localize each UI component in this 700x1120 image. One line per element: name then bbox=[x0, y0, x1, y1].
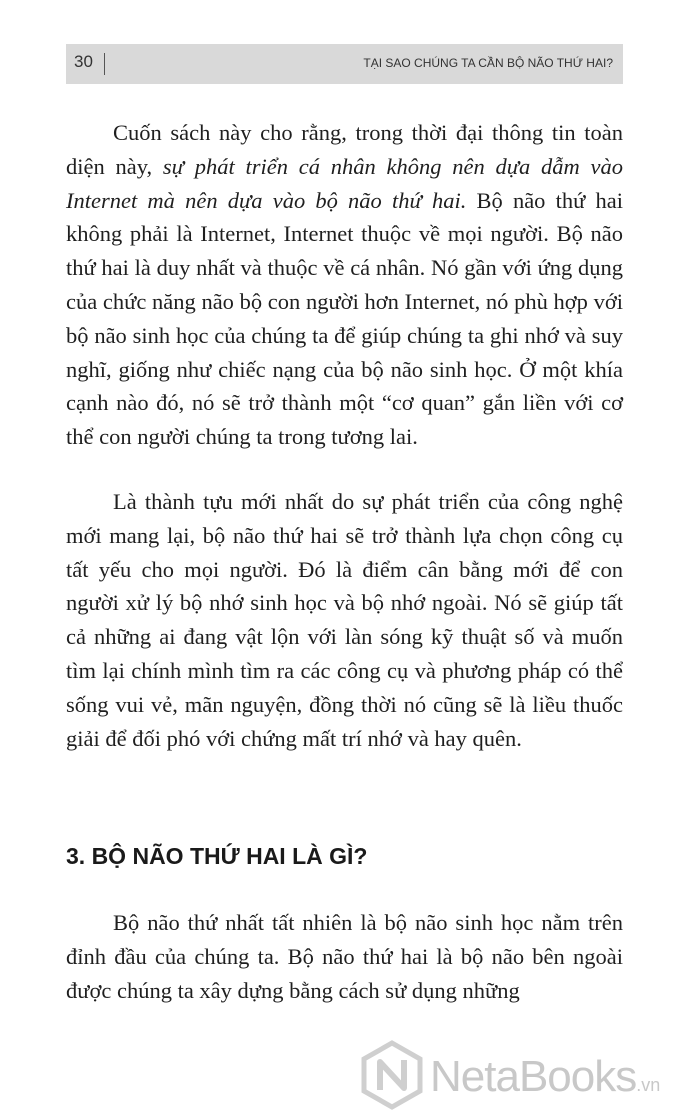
running-header bbox=[66, 44, 623, 84]
header-divider bbox=[104, 53, 105, 75]
paragraph-1-emphasis: sự phát triển cá nhân không nên dựa dẫm vào Internet mà nên dựa vào bộ não thứ hai. bbox=[66, 153, 624, 213]
netabooks-logo-icon bbox=[360, 1040, 424, 1110]
body-paragraph-3: Bộ não thứ nhất tất nhiên là bộ não sinh học nằm trên đỉnh đầu của chúng ta. Bộ não thứ hai là bộ não bên ngoài được chúng ta xây dựng bằng cách sử dụng những bbox=[66, 910, 623, 1003]
netabooks-watermark bbox=[360, 1040, 690, 1110]
paragraph-1-rest: Bộ não thứ hai không phải là Internet, Internet thuộc về mọi người. Bộ não thứ hai là duy nhất và thuộc về cá nhân. Nó gần với ứng dụng của chức năng não bộ con người hơn Internet, nó phù hợp với bộ não sinh học của chúng ta để giúp chúng ta ghi nhớ và suy nghĩ, giống như chiếc nạng của bộ não sinh học. Ở một khía cạnh nào đó, nó sẽ trở thành một “cơ quan” gắn liền với cơ thể con người chúng ta trong tương lai. bbox=[66, 187, 623, 450]
watermark-brand: NetaBooks bbox=[430, 1052, 637, 1101]
body-paragraph-2: Là thành tựu mới nhất do sự phát triển của công nghệ mới mang lại, bộ não thứ hai sẽ trở thành lựa chọn công cụ tất yếu cho mọi người. Đó là điểm cân bằng mới để con người xử lý bộ nhớ sinh học và bộ nhớ ngoài. Nó sẽ giúp tất cả những ai đang vật lộn với làn sóng kỹ thuật số và muốn tìm lại chính mình tìm ra các công cụ và phương pháp có thể sống vui vẻ, mãn nguyện, đồng thời nó cũng sẽ là liều thuốc giải để đối phó với chứng mất trí nhớ và hay quên. bbox=[66, 489, 623, 751]
watermark-text bbox=[430, 1052, 660, 1102]
section-heading: 3. BỘ NÃO THỨ HAI LÀ GÌ? bbox=[66, 843, 368, 869]
running-title: TẠI SAO CHÚNG TA CẦN BỘ NÃO THỨ HAI? bbox=[363, 56, 613, 70]
page-number: 30 bbox=[74, 52, 93, 71]
body-paragraph-1 bbox=[66, 116, 623, 454]
watermark-suffix: .vn bbox=[636, 1075, 661, 1095]
paragraph-1-intro: Cuốn sách này cho rằng, trong thời đại thông tin toàn diện này, bbox=[66, 120, 623, 179]
